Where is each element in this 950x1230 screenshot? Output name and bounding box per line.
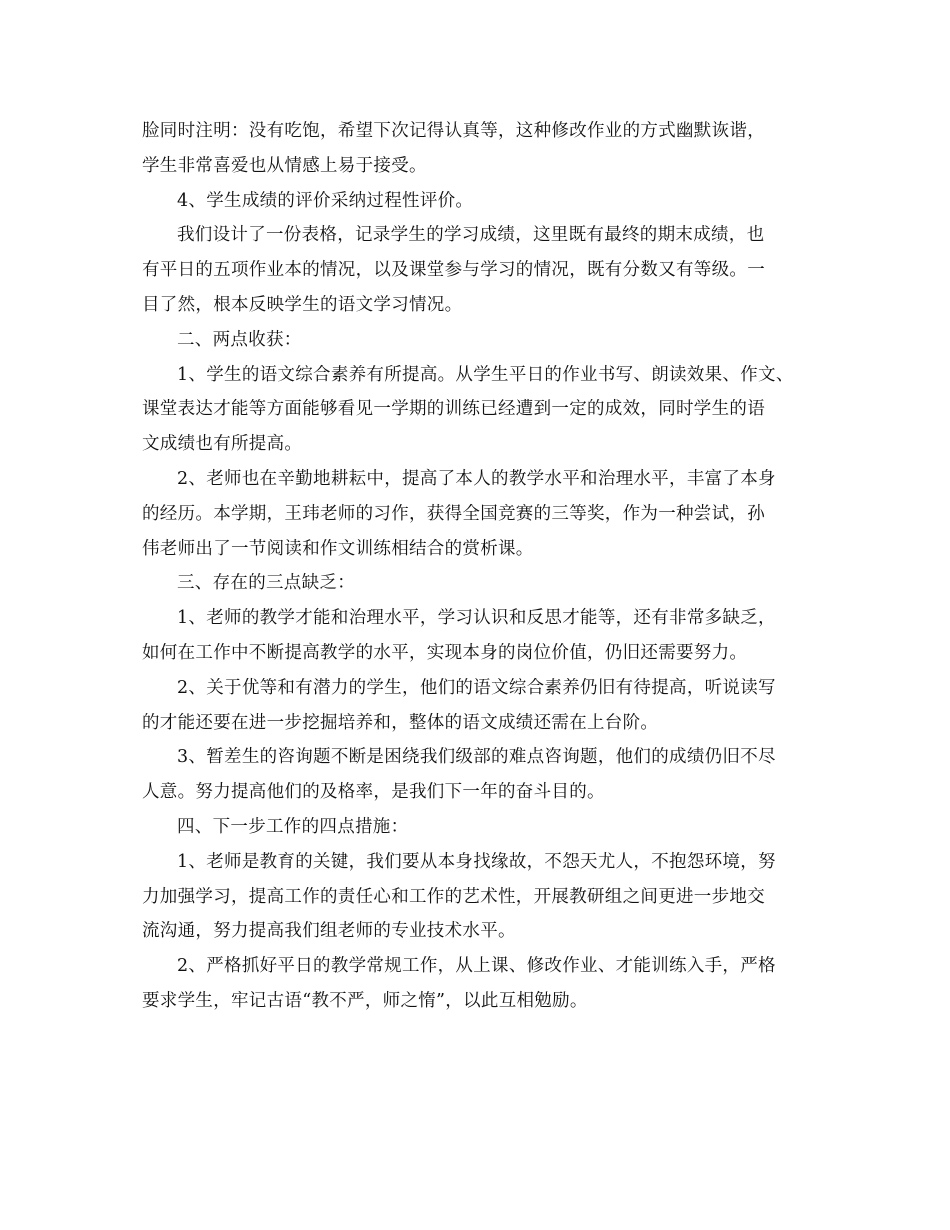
text-line: 流沟通，努力提高我们组老师的专业技术水平。 bbox=[142, 921, 516, 942]
text-line: 力加强学习，提高工作的责任心和工作的艺术性，开展教研组之间更进一步地交 bbox=[142, 886, 765, 907]
text-line: 2、关于优等和有潜力的学生，他们的语文综合素养仍旧有待提高，听说读写 bbox=[177, 677, 776, 698]
text-line: 1、学生的语文综合素养有所提高。从学生平日的作业书写、朗读效果、作文、 bbox=[177, 364, 794, 385]
text-line: 课堂表达才能等方面能够看见一学期的训练已经遭到一定的成效，同时学生的语 bbox=[142, 399, 765, 420]
text-line: 目了然，根本反映学生的语文学习情况。 bbox=[142, 294, 463, 315]
text-line: 3、暂差生的咨询题不断是困绕我们级部的难点咨询题，他们的成绩仍旧不尽 bbox=[177, 747, 776, 768]
text-line: 4、学生成绩的评价采纳过程性评价。 bbox=[177, 190, 474, 211]
text-line: 2、严格抓好平日的教学常规工作，从上课、修改作业、才能训练入手，严格 bbox=[177, 956, 776, 977]
text-line: 伟老师出了一节阅读和作文训练相结合的赏析课。 bbox=[142, 538, 534, 559]
text-line: 2、老师也在辛勤地耕耘中，提高了本人的教学水平和治理水平，丰富了本身 bbox=[177, 468, 776, 489]
text-line: 1、老师是教育的关键，我们要从本身找缘故，不怨天尤人，不抱怨环境，努 bbox=[177, 851, 776, 872]
text-line: 三、存在的三点缺乏： bbox=[177, 573, 355, 594]
text-line: 文成绩也有所提高。 bbox=[142, 434, 303, 455]
text-line: 有平日的五项作业本的情况，以及课堂参与学习的情况，既有分数又有等级。一 bbox=[142, 260, 765, 281]
text-line: 要求学生，牢记古语“教不严，师之惰”，以此互相勉励。 bbox=[142, 990, 588, 1011]
text-line: 二、两点收获： bbox=[177, 329, 302, 350]
document-body bbox=[142, 114, 812, 1019]
text-line: 我们设计了一份表格，记录学生的学习成绩，这里既有最终的期末成绩，也 bbox=[177, 225, 765, 246]
text-line: 1、老师的教学才能和治理水平，学习认识和反思才能等，还有非常多缺乏， bbox=[177, 608, 776, 629]
text-line: 四、下一步工作的四点措施： bbox=[177, 816, 409, 837]
text-line: 脸同时注明：没有吃饱，希望下次记得认真等，这种修改作业的方式幽默诙谐， bbox=[142, 121, 765, 141]
text-line: 的才能还要在进一步挖掘培养和，整体的语文成绩还需在上台阶。 bbox=[142, 712, 659, 733]
text-line: 的经历。本学期，王玮老师的习作，获得全国竞赛的三等奖，作为一种尝试，孙 bbox=[142, 503, 765, 524]
text-line: 学生非常喜爱也从情感上易于接受。 bbox=[142, 155, 427, 176]
text-line: 人意。努力提高他们的及格率，是我们下一年的奋斗目的。 bbox=[142, 782, 605, 803]
text-line: 如何在工作中不断提高教学的水平，实现本身的岗位价值，仍旧还需要努力。 bbox=[142, 642, 748, 663]
